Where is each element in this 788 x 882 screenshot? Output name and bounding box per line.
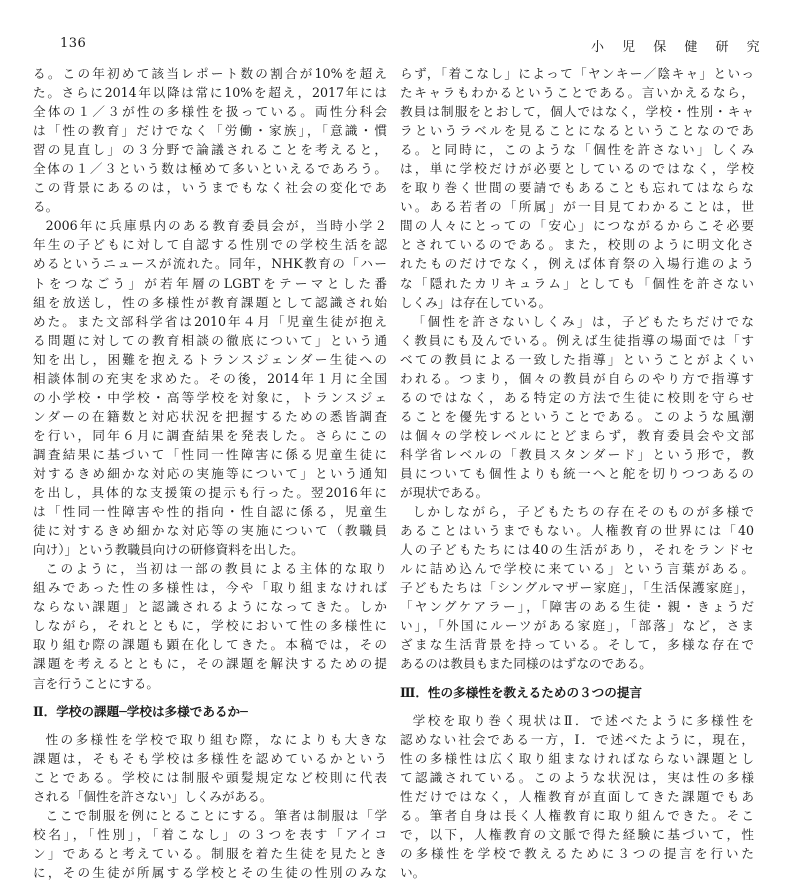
text-line: の小学校・中学校・高等学校を対象に，トランスジェ: [33, 389, 387, 405]
text-line: 「個性を許さないしくみ」は，子どもたちだけでな: [412, 313, 754, 329]
text-line: 間の人々にとっての「安心」につながるからこそ必要: [400, 218, 754, 234]
text-line: 性の多様性は広く取り組まなければならない課題とし: [400, 750, 754, 766]
text-line: われる。つまり，個々の教員が自らのやり方で指導す: [400, 370, 754, 386]
text-line: が現状である。: [400, 485, 489, 501]
text-line: 認めない社会である一方，Ⅰ．で述べたように，現在，: [400, 731, 754, 747]
text-line: あることはいうまでもない。人権教育の世界には「40: [400, 523, 754, 539]
text-line: い。ある若者の「所属」が一目見てわかることは，世: [400, 199, 754, 215]
text-line: ことである。学校には制服や頭髪規定など校則に代表: [33, 769, 387, 785]
text-line: 組みであった性の多様性は，今や「取り組まなければ: [33, 580, 387, 596]
text-line: ならない課題」と認識されるようになってきた。しか: [33, 599, 387, 615]
text-line: 対するきめ細かな対応の実施等について」という通知: [33, 465, 387, 481]
text-line: た。さらに2014年以降は常に10%を超え，2017年には: [33, 85, 387, 101]
text-line: を行い，同年６月に調査結果を発表した。さらにこの: [33, 427, 387, 443]
text-line: 科学省レベルの「教員スタンダード」という形で，教: [400, 446, 754, 462]
text-line: 人の子どもたちには40の生活があり，それをランドセ: [400, 542, 754, 558]
text-line: らず，「着こなし」によって「ヤンキー／陰キャ」といっ: [400, 66, 754, 81]
text-line: 知を出し，困難を抱えるトランスジェンダー生徒への: [33, 351, 387, 367]
paragraph: [400, 64, 754, 312]
text-line: 員についても個性よりも統一へと舵を切りつつあるの: [400, 465, 754, 481]
text-line: れたものだけでなく，例えば体育祭の入場行進のよう: [400, 256, 754, 272]
text-line: ここで制服を例にとることにする。筆者は制服は「学: [45, 807, 387, 823]
text-line: に，その生徒が所属する学校とその生徒の性別のみな: [33, 864, 387, 880]
text-line: される「個性を許さない」しくみがある。: [33, 788, 273, 804]
text-line: ラというラベルを見ることになるということなのであ: [400, 123, 754, 139]
text-line: い」，「外国にルーツがある家庭」，「部落」など，さま: [400, 618, 754, 634]
text-line: な「隠れたカリキュラム」としても「個性を許さない: [400, 275, 754, 291]
text-line: しかしながら，子どもたちの存在そのものが多様で: [412, 504, 754, 520]
section-heading: Ⅲ．性の多様性を教えるための３つの提言: [400, 684, 643, 700]
text-line: この背景にあるのは，いうまでもなく社会の変化であ: [33, 180, 387, 196]
text-line: 習の見直し」の３分野で論議されることを考えると，: [33, 142, 387, 158]
text-line: 学校を取り巻く現状はⅡ．で述べたように多様性を: [412, 712, 754, 728]
text-line: しながら，それとともに，学校において性の多様性に: [33, 618, 387, 634]
text-line: 全体の１／３が性の多様性を扱っている。両性分科会: [33, 104, 387, 120]
text-line: て認識されている。このような状況は，実は性の多様: [400, 769, 754, 785]
text-line: 組を放送し，性の多様性が教育課題として認識され始: [33, 294, 387, 310]
text-line: を出し，具体的な支援策の提示も行った。翌2016年に: [33, 485, 387, 501]
left-column: [33, 64, 387, 882]
text-line: 調査結果に基づいて「性同一性障害に係る児童生徒に: [33, 446, 387, 462]
text-line: ン」であると考えている。制服を着た生徒を見たとき: [33, 845, 387, 861]
paragraph: [33, 64, 387, 216]
text-line: たキャラもわかるということである。言いかえるなら，: [400, 85, 754, 101]
text-line: 課題を考えるとともに，その課題を解決するための提: [33, 656, 387, 672]
running-head: 小 児 保 健 研 究: [591, 40, 767, 55]
paragraph: [400, 502, 754, 673]
text-line: トをつなごう」が若年層のLGBTをテーマとした番: [33, 275, 387, 291]
paragraph: [33, 730, 387, 806]
text-line: 言を行うことにする。: [33, 675, 159, 691]
text-line: 教員は制服をとおして，個人ではなく，学校・性別・キャ: [400, 104, 754, 120]
text-line: あるのは教員もまた同様のはずなのである。: [400, 656, 652, 672]
text-line: を取り巻く世間の要請でもあることも忘れてはならな: [400, 180, 754, 196]
text-line: る問題に対しての教育相談の徹底について」という通: [33, 332, 387, 348]
text-line: ンダーの在籍数と対応状況を把握するための悉皆調査: [33, 408, 387, 424]
text-line: は，単に学校だけが必要としているのではなく，学校: [400, 161, 754, 177]
text-line: は「性同一性障害や性的指向・性自認に係る，児童生: [33, 504, 387, 520]
text-line: は「性の教育」だけでなく「労働・家族」，「意識・慣: [33, 123, 387, 139]
text-line: 徒に対するきめ細かな対応等の実施について（教職員: [33, 523, 387, 539]
text-line: このように，当初は一部の教員による主体的な取り: [45, 561, 387, 577]
text-line: は個々の学校レベルにとどまらず，教育委員会や文部: [400, 427, 754, 443]
text-line: い。: [400, 864, 426, 880]
paragraph: [33, 806, 387, 882]
text-line: 取り組む際の課題も顕在化してきた。本稿では，その: [33, 637, 387, 653]
text-line: く教員にも及んでいる。例えば生徒指導の場面では「す: [400, 332, 754, 348]
text-line: 性の多様性を学校で取り組む際，なによりも大きな: [45, 731, 387, 747]
text-line: めるというニュースが流れた。同年，NHK教育の「ハー: [33, 256, 387, 272]
text-line: 課題は，そもそも学校は多様性を認めているかという: [33, 750, 387, 766]
text-line: 2006年に兵庫県内のある教育委員会が，当時小学２: [45, 218, 387, 234]
text-line: めた。また文部科学省は2010年４月「児童生徒が抱え: [33, 313, 387, 329]
text-line: ルに詰め込んで学校に来ている」という言葉がある。: [400, 561, 754, 577]
paragraph: [400, 312, 754, 502]
text-line: る。筆者自身は長く人権教育に取り組んできた。そこ: [400, 807, 754, 823]
text-line: とされているのである。また，校則のように明文化さ: [400, 237, 754, 253]
paragraph: [33, 216, 387, 559]
text-line: ざまな生活背景を持っている。そして，多様な存在で: [400, 637, 754, 653]
paragraph: [400, 711, 754, 882]
text-line: 相談体制の充実を求めた。その後，2014年１月に全国: [33, 370, 387, 386]
text-line: 性だけではなく，人権教育が直面してきた課題でもあ: [400, 788, 754, 804]
text-line: 「ヤングケアラー」，「障害のある生徒・親・きょうだ: [400, 599, 754, 615]
text-line: 年生の子どもに対して自認する性別での学校生活を認: [33, 237, 387, 253]
text-line: 向け）」という教職員向けの研修資料を出した。: [33, 542, 304, 558]
text-line: しくみ」は存在している。: [400, 294, 552, 310]
text-line: る。この年初めて該当レポート数の割合が10%を超え: [33, 66, 387, 81]
text-line: で，以下，人権教育の文脈で得た経験に基づいて，性: [400, 826, 754, 842]
text-line: べての教員による一致した指導」ということがよくい: [400, 351, 754, 367]
text-line: る。と同時に，このような「個性を許さない」しくみ: [400, 142, 754, 158]
text-line: るのではなく，ある特定の方法で生徒に校則を守らせ: [400, 389, 754, 405]
text-line: の多様性を学校で教えるために３つの提言を行いた: [400, 845, 754, 861]
text-line: 子どもたちは「シングルマザー家庭」，「生活保護家庭」，: [400, 580, 754, 596]
text-line: 校名」，「性別」，「着こなし」の３つを表す「アイコ: [33, 826, 387, 842]
paragraph: [33, 559, 387, 692]
right-column: [400, 64, 754, 882]
section-heading: Ⅱ．学校の課題─学校は多様であるか─: [33, 703, 248, 719]
text-line: る。: [33, 199, 59, 215]
text-line: ることを優先するということである。このような風潮: [400, 408, 754, 424]
text-line: 全体の１／３という数は極めて多いといえるであろう。: [33, 161, 387, 177]
page-number: 136: [60, 36, 87, 51]
